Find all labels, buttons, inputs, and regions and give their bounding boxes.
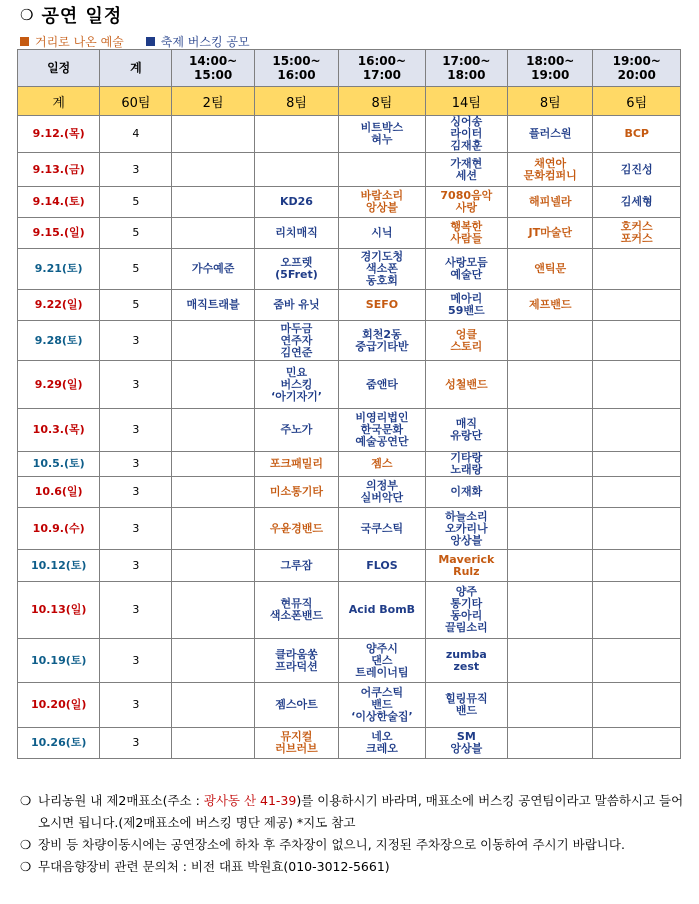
performer-cell	[339, 550, 425, 582]
date-cell: 10.20(일)	[18, 683, 100, 728]
performer-cell	[425, 582, 507, 639]
performer-cell	[508, 582, 593, 639]
performer-cell	[508, 639, 593, 683]
performer-name: 앤틱문	[534, 262, 567, 275]
performer-cell	[172, 321, 254, 361]
note-item	[20, 834, 690, 856]
column-header	[254, 50, 338, 87]
date-cell: 9.21(토)	[18, 249, 100, 290]
total-cell: 4	[100, 116, 172, 153]
performer-cell	[593, 683, 681, 728]
performer-name: 우윤경밴드	[269, 521, 324, 535]
performer-cell	[593, 290, 681, 321]
performer-cell	[339, 683, 425, 728]
performer-name: 의정부 실버악단	[360, 479, 404, 504]
performer-cell	[254, 218, 338, 249]
performer-cell	[339, 639, 425, 683]
performer-name: 행복한 사람들	[450, 220, 483, 245]
summary-cell: 8팀	[339, 87, 425, 116]
performer-name: 기타랑 노래랑	[450, 451, 483, 476]
table-row	[18, 550, 681, 582]
performer-cell	[593, 187, 681, 218]
date-cell: 9.29(일)	[18, 361, 100, 409]
summary-cell: 2팀	[172, 87, 254, 116]
performer-cell	[593, 728, 681, 759]
performer-cell	[593, 508, 681, 550]
performer-name: 미소통기타	[269, 485, 324, 498]
performer-name: 어쿠스틱 밴드 ‘이상한술집’	[351, 686, 413, 723]
performer-cell	[508, 321, 593, 361]
summary-cell: 계	[18, 87, 100, 116]
performer-cell	[508, 477, 593, 508]
performer-name: 비트박스 혀누	[360, 121, 404, 146]
performer-name: JT마술단	[528, 226, 572, 239]
performer-name: zumba zest	[445, 647, 487, 673]
legend-item-street-art	[20, 33, 124, 50]
total-cell: 3	[100, 639, 172, 683]
performer-cell	[254, 683, 338, 728]
column-header-label: 19:00~ 20:00	[612, 54, 661, 82]
performer-cell	[339, 290, 425, 321]
total-cell: 3	[100, 321, 172, 361]
total-cell: 5	[100, 218, 172, 249]
performer-name: 양주 통기타 동아리 끌림소리	[445, 585, 488, 634]
performer-cell	[254, 550, 338, 582]
schedule-table	[17, 49, 681, 759]
date-cell: 10.6(일)	[18, 477, 100, 508]
circle-bullet-icon: ❍	[20, 859, 32, 874]
performer-cell	[425, 477, 507, 508]
legend	[20, 33, 272, 49]
performer-cell	[508, 550, 593, 582]
performer-cell	[254, 249, 338, 290]
performer-cell	[339, 728, 425, 759]
table-row	[18, 249, 681, 290]
performer-cell	[254, 639, 338, 683]
table-row	[18, 321, 681, 361]
total-cell: 5	[100, 249, 172, 290]
summary-cell: 14팀	[425, 87, 507, 116]
performer-cell	[172, 477, 254, 508]
performer-cell	[425, 321, 507, 361]
note-text: )를 이용하시기 바라며, 매표소에 버스킹 공연팀이라고 말씀하시고 들어오시면 됩니다.(제2매표소에 버스킹 명단 제공) *지도 참고	[38, 793, 684, 830]
performer-cell	[593, 452, 681, 477]
performer-cell	[508, 683, 593, 728]
performer-cell	[508, 361, 593, 409]
performer-cell	[254, 477, 338, 508]
performer-cell	[508, 409, 593, 452]
performer-cell	[254, 452, 338, 477]
performer-name: 김세형	[620, 195, 653, 208]
performer-cell	[172, 249, 254, 290]
date-cell: 10.12(토)	[18, 550, 100, 582]
total-cell: 3	[100, 477, 172, 508]
performer-cell	[339, 452, 425, 477]
performer-name: 현뮤직 색소폰밴드	[269, 597, 324, 622]
performer-cell	[425, 550, 507, 582]
table-row	[18, 361, 681, 409]
date-cell: 10.3.(목)	[18, 409, 100, 452]
performer-cell	[593, 639, 681, 683]
date-cell: 9.13.(금)	[18, 153, 100, 187]
performer-name: 가수예준	[191, 262, 235, 275]
performer-name: 김진성	[620, 162, 653, 176]
note-text: 나리농원 내 제2매표소(주소 :	[38, 793, 204, 808]
column-header	[425, 50, 507, 87]
column-header-label: 14:00~ 15:00	[188, 54, 238, 82]
performer-cell	[425, 452, 507, 477]
performer-name: KD26	[280, 195, 313, 208]
performer-cell	[172, 116, 254, 153]
performer-name: 리치매직	[275, 226, 318, 239]
performer-name: 바람소리 앙상블	[360, 189, 404, 214]
table-row	[18, 452, 681, 477]
orange-square-icon	[20, 37, 29, 46]
performer-name: 사랑모듬 예술단	[445, 256, 488, 281]
legend-label: 축제 버스킹 공모	[160, 34, 250, 49]
performer-name: 경기도청 색소폰 동호회	[360, 250, 404, 287]
performer-name: 싱어송 라이터 김재훈	[450, 115, 483, 152]
date-cell: 9.14.(토)	[18, 187, 100, 218]
performer-cell	[254, 187, 338, 218]
total-cell: 3	[100, 728, 172, 759]
page-title: 공연 일정	[41, 6, 123, 27]
column-header-label: 일정	[47, 61, 71, 75]
circle-bullet-icon: ❍	[20, 6, 34, 24]
performer-name: 마두금 연주자 김연준	[280, 321, 313, 359]
section-title	[20, 2, 122, 28]
performer-name: SEFO	[365, 298, 399, 311]
performer-name: 플러스원	[528, 127, 572, 140]
total-cell: 3	[100, 409, 172, 452]
performer-cell	[593, 116, 681, 153]
performer-name: 매직트래블	[186, 298, 240, 311]
performer-cell	[593, 249, 681, 290]
date-cell: 10.26(토)	[18, 728, 100, 759]
performer-cell	[425, 683, 507, 728]
performer-cell	[172, 728, 254, 759]
note-item	[20, 790, 690, 834]
address-highlight: 광사동 산 41-39	[203, 793, 297, 808]
performer-name: 젬스	[371, 457, 393, 470]
date-cell: 9.28(토)	[18, 321, 100, 361]
performer-cell	[172, 639, 254, 683]
performer-cell	[593, 582, 681, 639]
performer-cell	[172, 153, 254, 187]
performer-cell	[425, 409, 507, 452]
performer-name: 메아리 59밴드	[448, 292, 485, 317]
performer-cell	[425, 508, 507, 550]
performer-name: 성철밴드	[445, 377, 488, 391]
performer-cell	[339, 249, 425, 290]
performer-name: 그루잠	[280, 558, 313, 572]
table-row	[18, 728, 681, 759]
legend-label: 거리로 나온 예술	[35, 34, 124, 49]
performer-name: 힐링뮤직 밴드	[445, 692, 488, 717]
performer-cell	[172, 409, 254, 452]
performer-cell	[425, 361, 507, 409]
performer-cell	[254, 290, 338, 321]
note-text: 무대음향장비 관련 문의처 : 비전 대표 박원효(010-3012-5661)	[38, 859, 390, 874]
table-row	[18, 218, 681, 249]
total-cell: 3	[100, 452, 172, 477]
column-header	[100, 50, 172, 87]
performer-cell	[425, 187, 507, 218]
performer-cell	[425, 728, 507, 759]
column-header	[18, 50, 100, 87]
performer-name: 가재현 세션	[450, 156, 483, 182]
performer-cell	[172, 508, 254, 550]
table-row	[18, 582, 681, 639]
performer-cell	[425, 218, 507, 249]
performer-cell	[172, 452, 254, 477]
performer-cell	[254, 116, 338, 153]
circle-bullet-icon: ❍	[20, 793, 32, 808]
summary-row	[18, 87, 681, 116]
column-header-label: 16:00~ 17:00	[357, 54, 407, 82]
performer-cell	[254, 321, 338, 361]
performer-cell	[508, 452, 593, 477]
note-text: 장비 등 차량이동시에는 공연장소에 하차 후 주차장이 없으니, 지정된 주차장으로 이동하여 주시기 바랍니다.	[38, 837, 625, 852]
performer-name: 양주시 댄스 트레이너팀	[355, 641, 409, 679]
performer-name: 국쿠스틱	[360, 521, 404, 535]
header-row	[18, 50, 681, 87]
performer-cell	[425, 249, 507, 290]
performer-cell	[172, 361, 254, 409]
column-header-label: 15:00~ 16:00	[272, 54, 321, 82]
date-cell: 9.15.(일)	[18, 218, 100, 249]
performer-cell	[508, 116, 593, 153]
table-row	[18, 187, 681, 218]
performer-cell	[425, 153, 507, 187]
performer-name: SM 앙상블	[450, 730, 483, 755]
performer-name: 민요 버스킹 ‘아기자기’	[271, 365, 322, 403]
performer-name: 해피넬라	[528, 195, 572, 208]
date-cell: 9.12.(목)	[18, 116, 100, 153]
performer-cell	[425, 290, 507, 321]
performer-cell	[508, 508, 593, 550]
performer-name: Acid BomB	[348, 603, 416, 616]
date-cell: 9.22(일)	[18, 290, 100, 321]
performer-name: 채연아 문화컴퍼니	[523, 156, 577, 182]
performer-cell	[593, 321, 681, 361]
performer-cell	[339, 218, 425, 249]
performer-name: FLOS	[366, 558, 398, 572]
performer-cell	[508, 153, 593, 187]
performer-cell	[508, 249, 593, 290]
performer-cell	[172, 290, 254, 321]
performer-cell	[339, 321, 425, 361]
performer-cell	[508, 218, 593, 249]
performer-name: 줌앤타	[365, 377, 398, 391]
column-header	[593, 50, 681, 87]
performer-name: 호커스 포커스	[620, 220, 653, 245]
summary-cell: 8팀	[254, 87, 338, 116]
performer-name: 하늘소리 오카리나 앙상블	[445, 509, 488, 547]
performer-cell	[508, 728, 593, 759]
summary-cell: 6팀	[593, 87, 681, 116]
note-item	[20, 856, 690, 878]
performer-cell	[593, 409, 681, 452]
performer-cell	[339, 508, 425, 550]
performer-cell	[172, 218, 254, 249]
date-cell: 10.13(일)	[18, 582, 100, 639]
column-header	[339, 50, 425, 87]
total-cell: 3	[100, 582, 172, 639]
performer-name: 비영리법인 한국문화 예술공연단	[355, 411, 409, 448]
performer-cell	[593, 477, 681, 508]
summary-cell: 8팀	[508, 87, 593, 116]
performer-cell	[172, 187, 254, 218]
performer-name: 제프밴드	[528, 298, 572, 311]
table-row	[18, 683, 681, 728]
table-row	[18, 116, 681, 153]
performer-name: 매직 유랑단	[450, 417, 483, 442]
table-row	[18, 508, 681, 550]
performer-cell	[593, 550, 681, 582]
total-cell: 5	[100, 290, 172, 321]
table-row	[18, 290, 681, 321]
performer-cell	[339, 409, 425, 452]
performer-name: 오프렛 (5Fret)	[275, 256, 318, 281]
total-cell: 3	[100, 508, 172, 550]
performer-name: 주노가	[280, 423, 313, 436]
performer-cell	[593, 361, 681, 409]
performer-name: 줌바 유닛	[273, 298, 320, 311]
date-cell: 10.5.(토)	[18, 452, 100, 477]
performer-cell	[254, 361, 338, 409]
column-header-label: 18:00~ 19:00	[526, 54, 575, 82]
performer-cell	[254, 409, 338, 452]
performer-cell	[339, 477, 425, 508]
total-cell: 5	[100, 187, 172, 218]
performer-name: 이재화	[450, 485, 483, 498]
performer-name: Maverick Rulz	[438, 552, 495, 578]
performer-cell	[339, 153, 425, 187]
table-row	[18, 153, 681, 187]
performer-name: BCP	[624, 127, 649, 140]
performer-cell	[254, 153, 338, 187]
table-row	[18, 409, 681, 452]
total-cell: 3	[100, 153, 172, 187]
performer-cell	[593, 153, 681, 187]
table-row	[18, 477, 681, 508]
performer-cell	[593, 218, 681, 249]
performer-cell	[254, 582, 338, 639]
performer-name: 7080음악 사랑	[440, 189, 493, 214]
performer-name: 클라움쏭 프라덕션	[275, 647, 318, 673]
performer-cell	[172, 683, 254, 728]
performer-cell	[172, 582, 254, 639]
performer-name: 시닉	[371, 226, 393, 239]
column-header-label: 17:00~ 18:00	[442, 54, 491, 82]
date-cell: 10.9.(수)	[18, 508, 100, 550]
performer-cell	[339, 582, 425, 639]
performer-cell	[254, 508, 338, 550]
date-cell: 10.19(토)	[18, 639, 100, 683]
legend-item-festival-busking	[146, 33, 250, 50]
performer-cell	[254, 728, 338, 759]
performer-name: 엉클 스토리	[450, 327, 483, 353]
performer-name: 젬스아트	[275, 698, 318, 711]
performer-name: 회천2동 중급기타반	[355, 327, 409, 353]
table-row	[18, 639, 681, 683]
performer-name: 네오 크레오	[365, 730, 398, 755]
notes	[20, 790, 690, 878]
column-header-label: 계	[130, 61, 142, 75]
total-cell: 3	[100, 361, 172, 409]
performer-cell	[425, 116, 507, 153]
summary-cell: 60팀	[100, 87, 172, 116]
circle-bullet-icon: ❍	[20, 837, 32, 852]
performer-cell	[425, 639, 507, 683]
total-cell: 3	[100, 550, 172, 582]
performer-name: 뮤지컬 러브러브	[275, 730, 318, 755]
column-header	[508, 50, 593, 87]
column-header	[172, 50, 254, 87]
performer-cell	[508, 187, 593, 218]
total-cell: 3	[100, 683, 172, 728]
performer-cell	[339, 361, 425, 409]
performer-name: 포크패밀리	[269, 457, 324, 470]
performer-cell	[508, 290, 593, 321]
performer-cell	[339, 116, 425, 153]
blue-square-icon	[146, 37, 155, 46]
performer-cell	[172, 550, 254, 582]
performer-cell	[339, 187, 425, 218]
